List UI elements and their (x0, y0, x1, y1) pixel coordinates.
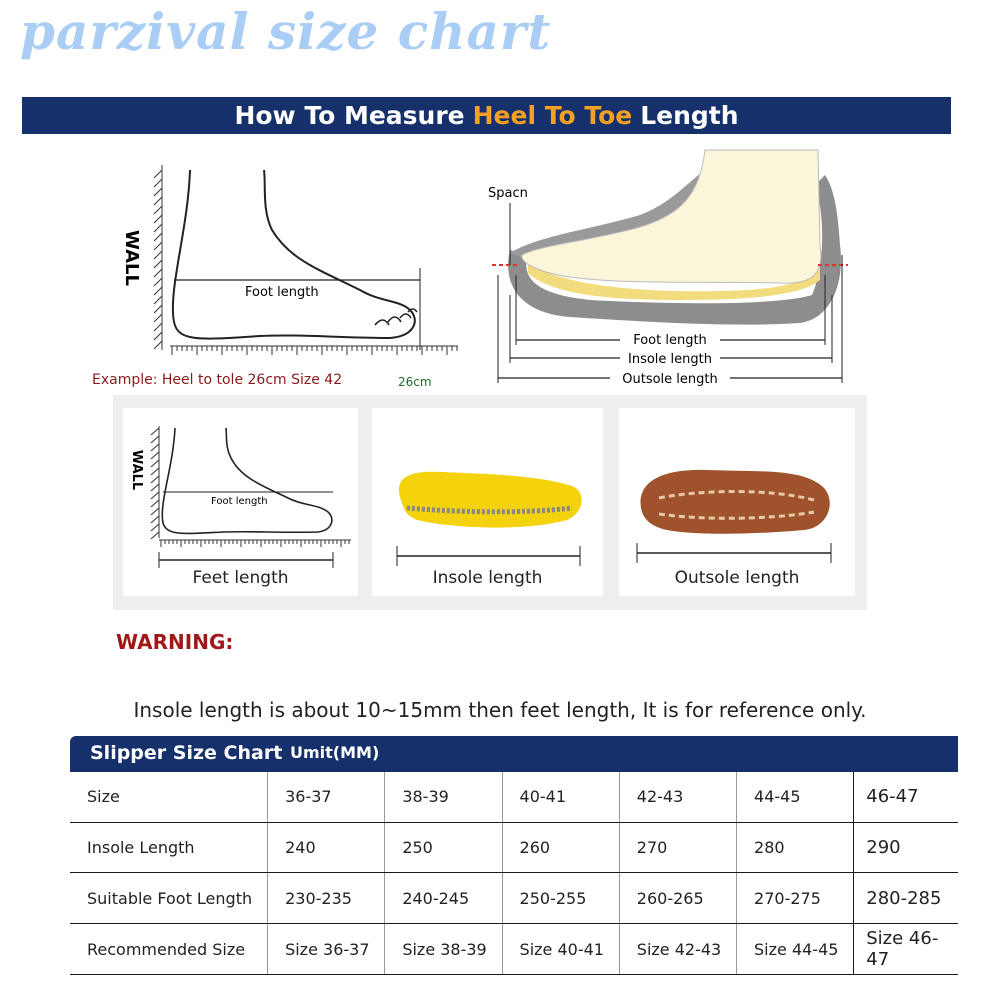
insole-panel (372, 408, 603, 596)
table-cell: 38-39 (385, 772, 502, 822)
cm-label: 26cm (398, 375, 432, 389)
outsole-illustration (619, 408, 855, 568)
brand-title: parzival size chart (20, 2, 552, 61)
table-cell: 240 (268, 822, 385, 873)
row-label: Suitable Foot Length (70, 873, 268, 924)
shoe-cross-section (480, 145, 860, 390)
outsole-panel (619, 408, 855, 596)
feet-panel-wall: WALL (129, 449, 144, 491)
table-row (70, 924, 958, 975)
size-chart-header (70, 736, 958, 772)
table-cell: 36-37 (268, 772, 385, 822)
table-cell: Size 46-47 (854, 924, 958, 975)
outsole-length-label: Outsole length (674, 568, 800, 588)
shoe-outsole-length: Outsole length (622, 372, 718, 387)
size-chart-title: Slipper Size Chart (90, 742, 283, 764)
insole-length-label: Insole length (432, 568, 543, 588)
table-cell: 260 (502, 822, 619, 873)
insole-illustration (372, 408, 603, 568)
banner-highlight: Heel To Toe (472, 101, 633, 130)
table-cell: 42-43 (619, 772, 736, 822)
table-cell: Size 40-41 (502, 924, 619, 975)
reference-note: Insole length is about 10~15mm then feet length, It is for reference only. (133, 698, 867, 722)
ruler (170, 346, 458, 355)
table-cell: 46-47 (854, 772, 958, 822)
table-cell: 280 (737, 822, 854, 873)
feet-panel-diagram (123, 408, 358, 568)
foot-wall-diagram (90, 150, 470, 370)
size-chart-unit: Umit(MM) (290, 743, 380, 762)
table-cell: 240-245 (385, 873, 502, 924)
table-cell: 280-285 (854, 873, 958, 924)
table-row (70, 772, 958, 822)
measure-banner (22, 97, 951, 134)
foot-length-label: Foot length (245, 285, 319, 300)
table-row (70, 822, 958, 873)
feet-panel (123, 408, 358, 596)
table-cell: 290 (854, 822, 958, 873)
banner-prefix: How To Measure (234, 101, 465, 130)
table-row (70, 873, 958, 924)
row-label: Insole Length (70, 822, 268, 873)
table-cell: Size 44-45 (737, 924, 854, 975)
size-chart-table (70, 772, 958, 975)
wall-label: WALL (121, 230, 142, 286)
row-label: Size (70, 772, 268, 822)
table-cell: Size 36-37 (268, 924, 385, 975)
row-label: Recommended Size (70, 924, 268, 975)
table-cell: 270 (619, 822, 736, 873)
table-cell: 250-255 (502, 873, 619, 924)
feet-panel-inner: Foot length (211, 496, 268, 507)
table-cell: 44-45 (737, 772, 854, 822)
table-cell: 230-235 (268, 873, 385, 924)
banner-suffix: Length (640, 101, 739, 130)
foot-outline (173, 170, 415, 339)
shoe-insole-length: Insole length (628, 352, 712, 367)
feet-length-label: Feet length (192, 568, 289, 588)
warning-label: WARNING: (116, 630, 234, 654)
space-label: Spacn (488, 186, 528, 201)
table-cell: 40-41 (502, 772, 619, 822)
table-cell: Size 42-43 (619, 924, 736, 975)
wall-hatch (154, 165, 162, 350)
table-cell: 260-265 (619, 873, 736, 924)
foot-in-shoe (522, 150, 821, 283)
table-cell: 270-275 (737, 873, 854, 924)
example-text: Example: Heel to tole 26cm Size 42 (92, 372, 343, 388)
shoe-foot-length: Foot length (633, 333, 707, 348)
table-cell: 250 (385, 822, 502, 873)
table-cell: Size 38-39 (385, 924, 502, 975)
